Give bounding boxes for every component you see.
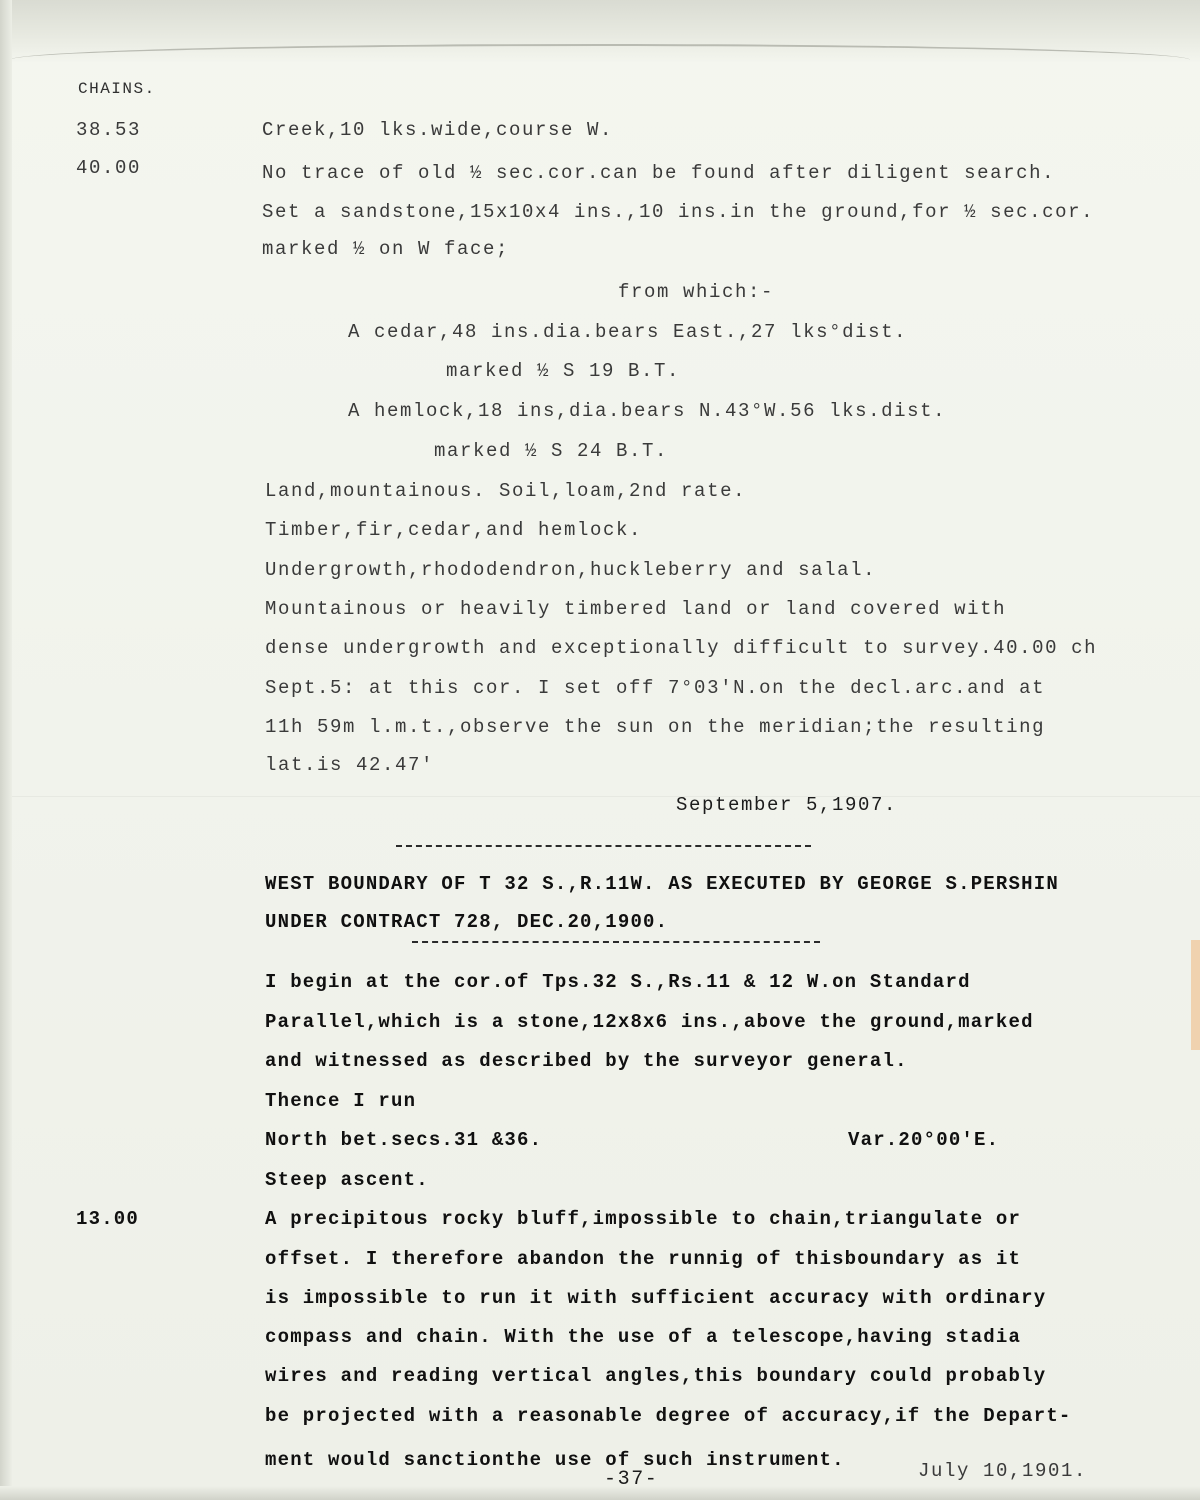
closing-date: July 10,1901. xyxy=(918,1460,1088,1482)
body-line-31: wires and reading vertical angles,this boundary could probably xyxy=(265,1365,1047,1387)
note-line-undergrowth: Undergrowth,rhododendron,huckleberry and salal. xyxy=(265,559,877,581)
note-line-2: No trace of old ½ sec.cor.can be found after diligent search. xyxy=(262,162,1056,184)
entry-date: September 5,1907. xyxy=(676,794,898,816)
section-heading-line-1: WEST BOUNDARY OF T 32 S.,R.11W. AS EXECUTED BY GEORGE S.PERSHIN xyxy=(265,873,1059,895)
chains-column-header: CHAINS. xyxy=(78,80,156,98)
body-line-24: Thence I run xyxy=(265,1090,417,1112)
bearing-tree-2: A hemlock,18 ins,dia.bears N.43°W.56 lks.dist. xyxy=(348,400,947,422)
variation-value: Var.20°00'E. xyxy=(848,1129,1000,1151)
body-line-30: compass and chain. With the use of a telescope,having stadia xyxy=(265,1326,1022,1348)
station-number: 13.00 xyxy=(76,1208,140,1230)
bearing-tree-1-marking: marked ½ S 19 B.T. xyxy=(446,360,681,382)
page-left-edge xyxy=(0,0,12,1500)
body-line-28: offset. I therefore abandon the runnig of thisboundary as it xyxy=(265,1248,1022,1270)
note-line-3: Set a sandstone,15x10x4 ins.,10 ins.in the ground,for ½ sec.cor. xyxy=(262,201,1095,223)
note-line-14: dense undergrowth and exceptionally difficult to survey.40.00 ch xyxy=(265,637,1098,659)
station-number: 40.00 xyxy=(76,157,142,179)
body-line-33: ment would sanctionthe use of such instrument. xyxy=(265,1449,845,1471)
note-line-land: Land,mountainous. Soil,loam,2nd rate. xyxy=(265,480,747,502)
page-tab-mark xyxy=(1191,940,1200,1050)
bearing-tree-1: A cedar,48 ins.dia.bears East.,27 lks°dist. xyxy=(348,321,908,343)
course-line: North bet.secs.31 &36. xyxy=(265,1129,543,1151)
note-line-16: 11h 59m l.m.t.,observe the sun on the meridian;the resulting xyxy=(265,716,1046,738)
note-line-1: Creek,10 lks.wide,course W. xyxy=(262,119,614,141)
page-bottom-edge xyxy=(0,1486,1200,1500)
page-crease xyxy=(12,796,1200,797)
note-line-17: lat.is 42.47' xyxy=(265,754,435,776)
bearing-tree-2-marking: marked ½ S 24 B.T. xyxy=(434,440,669,462)
body-line-22: Parallel,which is a stone,12x8x6 ins.,above the ground,marked xyxy=(265,1011,1034,1033)
note-line-4: marked ½ on W face; xyxy=(262,238,510,260)
station-number: 38.53 xyxy=(76,119,142,141)
body-line-32: be projected with a reasonable degree of accuracy,if the Depart- xyxy=(265,1405,1072,1427)
page-curl xyxy=(10,44,1190,60)
page-number: -37- xyxy=(604,1468,659,1491)
section-divider-bottom xyxy=(412,941,820,943)
note-line-15: Sept.5: at this cor. I set off 7°03'N.on the decl.arc.and at xyxy=(265,677,1046,699)
body-line-26: Steep ascent. xyxy=(265,1169,429,1191)
body-line-21: I begin at the cor.of Tps.32 S.,Rs.11 & 12 W.on Standard xyxy=(265,971,971,993)
body-line-27: A precipitous rocky bluff,impossible to chain,triangulate or xyxy=(265,1208,1022,1230)
section-divider-top xyxy=(396,845,811,847)
body-line-23: and witnessed as described by the surveyor general. xyxy=(265,1050,908,1072)
note-line-timber: Timber,fir,cedar,and hemlock. xyxy=(265,519,643,541)
section-heading-line-2: UNDER CONTRACT 728, DEC.20,1900. xyxy=(265,911,669,933)
note-line-13: Mountainous or heavily timbered land or land covered with xyxy=(265,598,1007,620)
note-line-5: from which:- xyxy=(618,281,775,303)
page-top-edge xyxy=(0,0,1200,62)
body-line-29: is impossible to run it with sufficient accuracy with ordinary xyxy=(265,1287,1047,1309)
